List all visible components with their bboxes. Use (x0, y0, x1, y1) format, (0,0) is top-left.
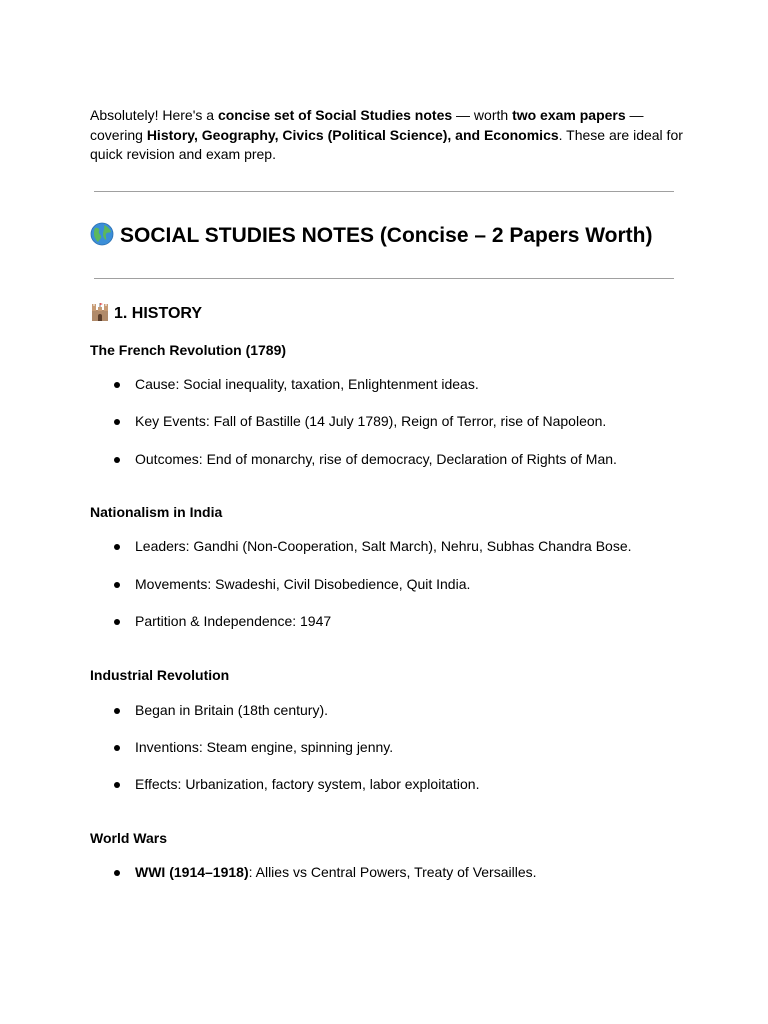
list-item-text: Movements: Swadeshi, Civil Disobedience, Quit India. (135, 576, 471, 592)
bullet-dot (114, 870, 120, 876)
list-item-text: Key Events: Fall of Bastille (14 July 1789), Reign of Terror, rise of Napoleon. (135, 413, 607, 429)
bullet-dot (114, 745, 120, 751)
list-item-text: Effects: Urbanization, factory system, labor exploitation. (135, 776, 480, 792)
list-item-rest-text: : Allies vs Central Powers, Treaty of Versailles. (248, 864, 537, 880)
bullet-dot (114, 457, 120, 463)
intro-bold-text: History, Geography, Civics (Political Science), and Economics (146, 126, 559, 143)
horizontal-divider (94, 191, 674, 192)
list-item-text: Began in Britain (18th century). (135, 702, 328, 718)
list-item-text: Leaders: Gandhi (Non-Cooperation, Salt March), Nehru, Subhas Chandra Bose. (135, 538, 632, 554)
subheading-world-wars: World Wars (90, 830, 168, 846)
page-title (90, 222, 730, 250)
castle-icon (90, 302, 110, 322)
intro-paragraph (90, 106, 690, 165)
intro-text: — worth (452, 107, 513, 123)
globe-icon (90, 222, 114, 246)
list-item-text: Cause: Social inequality, taxation, Enlightenment ideas. (135, 376, 479, 392)
list-item-text: Outcomes: End of monarchy, rise of democracy, Declaration of Rights of Man. (135, 451, 617, 467)
bullet-dot (114, 619, 120, 625)
bullet-dot (114, 708, 120, 714)
section-heading-text: 1. HISTORY (114, 305, 203, 322)
list-item-bold-text: WWI (1914–1918) (135, 864, 249, 880)
subheading-industrial-revolution: Industrial Revolution (90, 667, 230, 683)
list-item-text (135, 863, 537, 881)
intro-text: Absolutely! Here's a (90, 107, 218, 123)
list-item-text: Inventions: Steam engine, spinning jenny. (135, 739, 394, 755)
subheading-french-revolution: The French Revolution (1789) (90, 342, 287, 358)
intro-text: . These are ideal for quick revision and exam prep. (90, 126, 683, 162)
subheading-nationalism-in-india: Nationalism in India (90, 504, 223, 520)
bullet-dot (114, 419, 120, 425)
intro-bold-text: concise set of Social Studies notes (217, 107, 453, 123)
bullet-dot (114, 382, 120, 388)
page-title-text: SOCIAL STUDIES NOTES (Concise – 2 Papers Worth) (120, 224, 653, 247)
section-heading-history (90, 302, 202, 325)
intro-bold-text: two exam papers (512, 107, 626, 123)
bullet-dot (114, 544, 120, 550)
bullet-dot (114, 582, 120, 588)
horizontal-divider (94, 278, 674, 279)
bullet-dot (114, 782, 120, 788)
list-item-text: Partition & Independence: 1947 (135, 613, 332, 629)
intro-text: — covering (90, 107, 644, 143)
